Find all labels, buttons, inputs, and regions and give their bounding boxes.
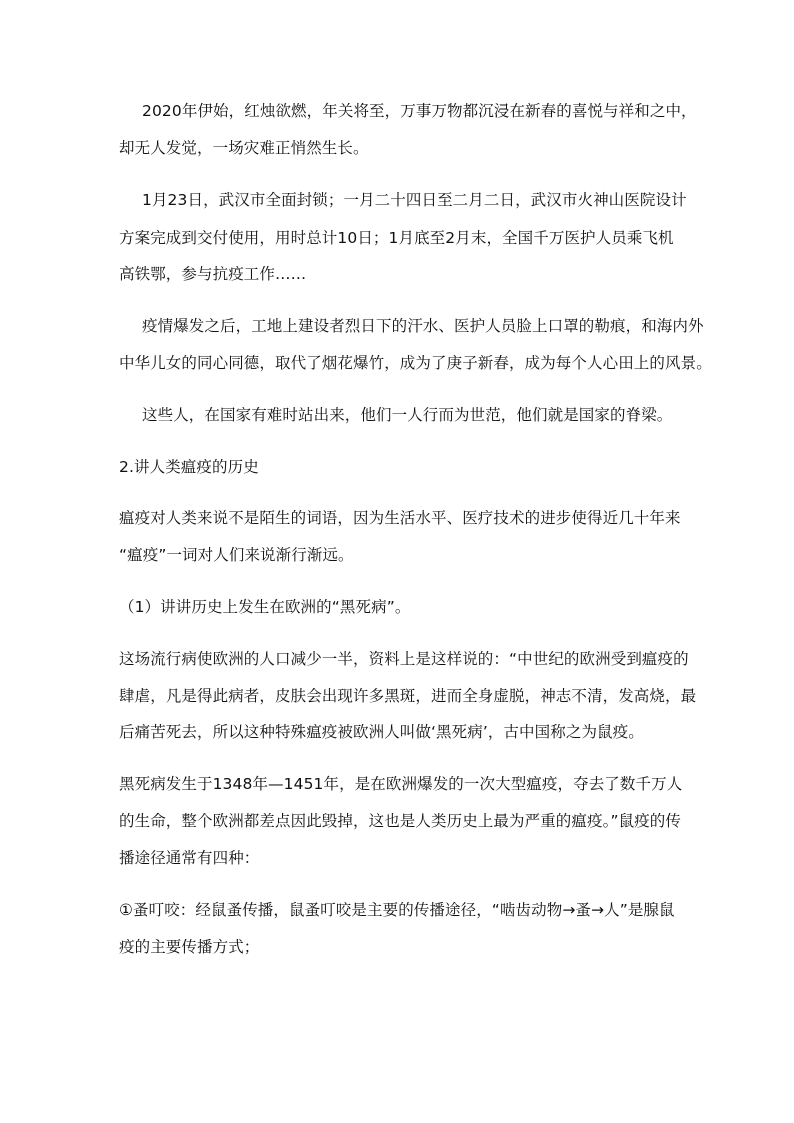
paragraph-line: 方案完成到交付使用，用时总计10日；1月底至2月末，全国千万医护人员乘飞机	[119, 229, 674, 247]
paragraph-line: 却无人发觉，一场灾难正悄然生长。	[119, 139, 369, 157]
paragraph-line: 瘟疫对人类来说不是陌生的词语，因为生活水平、医疗技术的进步使得近几十年来	[119, 509, 681, 527]
paragraph-line: 这场流行病使欧洲的人口减少一半，资料上是这样说的：“中世纪的欧洲受到瘟疫的	[119, 650, 689, 668]
paragraph-line: 1月23日，武汉市全面封锁；一月二十四日至二月二日，武汉市火神山医院设计	[142, 191, 687, 209]
paragraph-line: “瘟疫”一词对人们来说渐行渐远。	[119, 546, 354, 564]
paragraph-line: 肆虐，凡是得此病者，皮肤会出现许多黑斑，进而全身虚脱，神志不清，发高烧，最	[119, 687, 697, 705]
subsection-heading: （1）讲讲历史上发生在欧洲的“黑死病”。	[119, 598, 411, 616]
paragraph-line: 中华儿女的同心同德，取代了烟花爆竹，成为了庚子新春，成为每个人心田上的风景。	[119, 354, 712, 372]
paragraph-line: ①蚤叮咬：经鼠蚤传播，鼠蚤叮咬是主要的传播途径，“啮齿动物→蚤→人”是腺鼠	[119, 901, 675, 919]
paragraph-line: 疫情爆发之后，工地上建设者烈日下的汗水、医护人员脸上口罩的勒痕，和海内外	[142, 317, 704, 335]
paragraph-line: 疫的主要传播方式；	[119, 938, 260, 956]
paragraph-line: 播途径通常有四种：	[119, 849, 260, 867]
paragraph-line: 的生命，整个欧洲都差点因此毁掉，这也是人类历史上最为严重的瘟疫。”鼠疫的传	[119, 812, 681, 830]
section-heading: 2.讲人类瘟疫的历史	[119, 458, 259, 476]
paragraph-line: 2020年伊始，红烛欲燃，年关将至，万事万物都沉浸在新春的喜悦与祥和之中，	[142, 102, 697, 120]
paragraph-line: 高铁鄂，参与抗疫工作……	[119, 265, 307, 283]
paragraph-line: 黑死病发生于1348年—1451年，是在欧洲爆发的一次大型瘟疫，夺去了数千万人	[119, 775, 683, 793]
paragraph-line: 后痛苦死去，所以这种特殊瘟疫被欧洲人叫做‘黑死病’，古中国称之为鼠疫。	[119, 723, 644, 741]
paragraph-line: 这些人，在国家有难时站出来，他们一人行而为世范，他们就是国家的脊梁。	[142, 406, 673, 424]
